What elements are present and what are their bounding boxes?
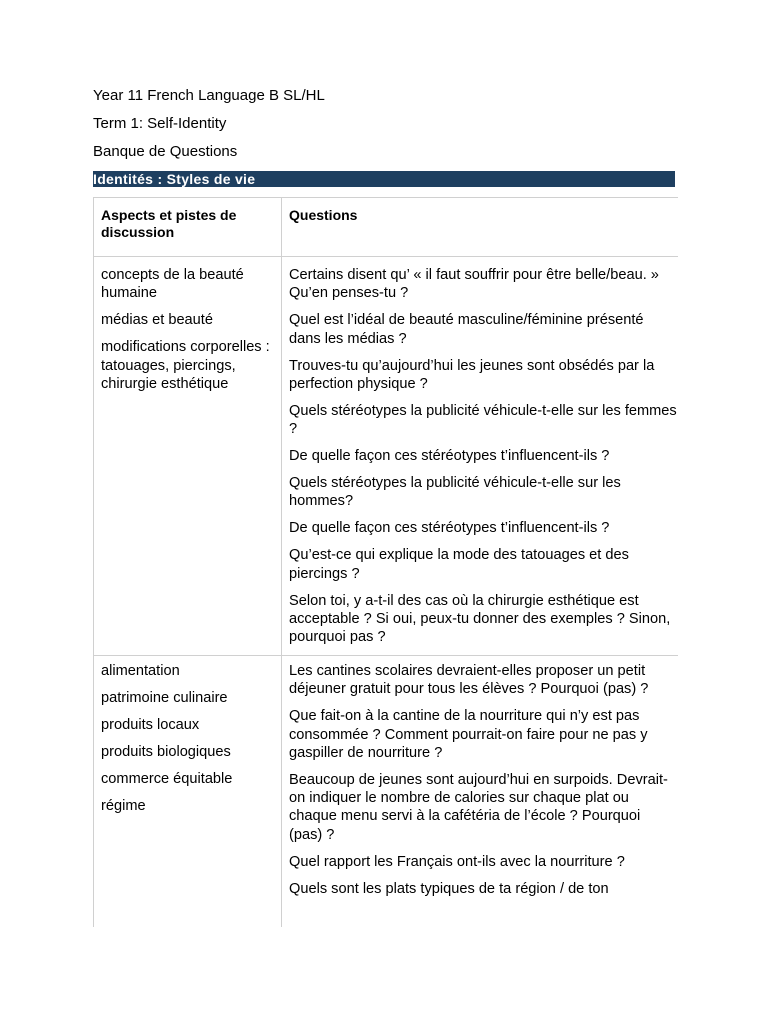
question-item: Que fait-on à la cantine de la nourriture qui n’y est pas consommée ? Comment pourrait-on faire pour ne pas y gaspiller de nourriture ?: [289, 708, 648, 761]
aspect-item: produits biologiques: [101, 743, 231, 760]
question-item: Beaucoup de jeunes sont aujourd’hui en surpoids. Devrait-on indiquer le nombre de calories sur chaque plat ou chaque menu servi à la cafétéria de l’école ? Pourquoi (pas) ?: [289, 771, 668, 843]
question-item: De quelle façon ces stéréotypes t’influencent-ils ?: [289, 448, 610, 465]
document-title: Banque de Questions: [93, 143, 238, 160]
question-item: Trouves-tu qu’aujourd’hui les jeunes sont obsédés par la perfection physique ?: [289, 357, 655, 392]
questions-cell: [289, 266, 677, 655]
aspect-item: concepts de la beauté humaine: [101, 267, 244, 302]
aspect-item: modifications corporelles : tatouages, piercings, chirurgie esthétique: [101, 339, 270, 392]
term-title: Term 1: Self-Identity: [93, 115, 227, 132]
question-item: Quel rapport les Français ont-ils avec la nourriture ?: [289, 853, 625, 870]
question-item: Quels sont les plats typiques de ta région / de ton: [289, 880, 609, 897]
aspects-cell: [101, 266, 277, 402]
question-item: Quels stéréotypes la publicité véhicule-t-elle sur les femmes ?: [289, 402, 677, 438]
questions-table: [93, 197, 677, 927]
question-item: Les cantines scolaires devraient-elles proposer un petit déjeuner gratuit pour tous les élèves ? Pourquoi (pas) ?: [289, 663, 649, 698]
table-row: [94, 655, 678, 927]
aspect-item: patrimoine culinaire: [101, 689, 228, 706]
question-item: Quel est l’idéal de beauté masculine/féminine présenté dans les médias ?: [289, 312, 644, 347]
question-item: Qu’est-ce qui explique la mode des tatouages et des piercings ?: [289, 547, 629, 582]
aspect-item: régime: [101, 797, 146, 814]
table-row: [94, 256, 678, 655]
questions-cell: [289, 662, 677, 907]
column-divider: [281, 656, 282, 927]
aspects-cell: [101, 662, 277, 824]
table-header-row: [94, 197, 678, 256]
question-item: Certains disent qu’ « il faut souffrir pour être belle/beau. » Qu’en penses-tu ?: [289, 267, 659, 302]
column-divider: [281, 257, 282, 655]
question-item: Selon toi, y a-t-il des cas où la chirurgie esthétique est acceptable ? Si oui, peux-tu donner des exemples ? Sinon, pourquoi pas ?: [289, 592, 671, 646]
aspect-item: médias et beauté: [101, 312, 213, 329]
course-title: Year 11 French Language B SL/HL: [93, 87, 325, 104]
aspect-item: commerce équitable: [101, 770, 233, 787]
aspect-item: produits locaux: [101, 716, 200, 733]
column-divider: [281, 198, 282, 256]
header-aspects: Aspects et pistes de discussion: [101, 207, 237, 240]
aspect-item: alimentation: [101, 663, 180, 679]
question-item: De quelle façon ces stéréotypes t’influencent-ils ?: [289, 520, 610, 537]
header-questions: Questions: [289, 207, 358, 223]
question-item: Quels stéréotypes la publicité véhicule-t-elle sur les hommes?: [289, 475, 621, 510]
section-heading-bar: Identités : Styles de vie: [93, 171, 675, 187]
